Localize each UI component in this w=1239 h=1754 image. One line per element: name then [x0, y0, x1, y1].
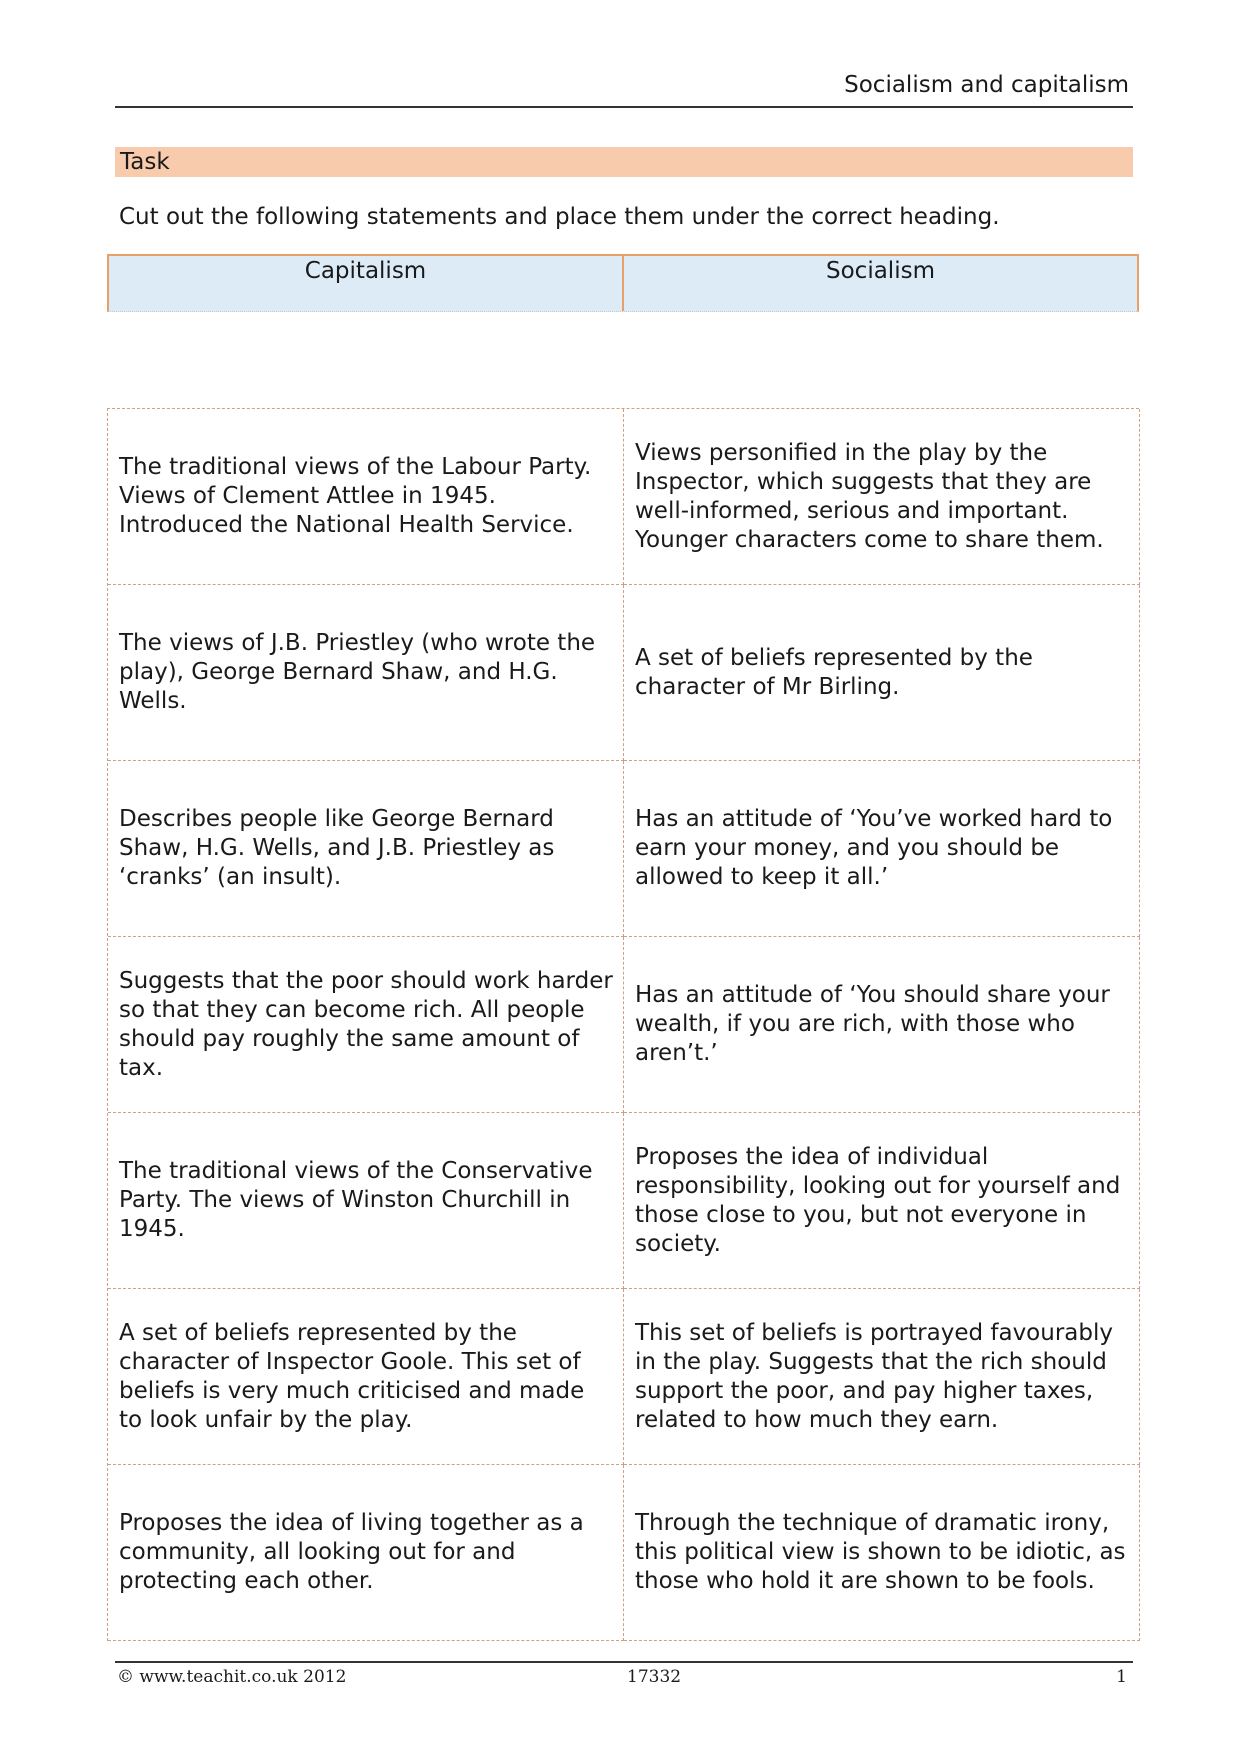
statement-card [624, 1465, 1140, 1641]
heading-capitalism: Capitalism [304, 258, 427, 284]
statement-card [108, 585, 624, 761]
statement-text: Views personified in the play by the Inspector, which suggests that they are well-informed, serious and important. Younger characters come to share them. [635, 439, 1104, 553]
statement-text: Proposes the idea of living together as a community, all looking out for and protecting each other. [119, 1510, 584, 1594]
heading-table [107, 254, 1139, 312]
statement-text: The traditional views of the Labour Party. Views of Clement Attlee in 1945. Introduced the National Health Service. [119, 454, 592, 538]
statement-text: Describes people like George Bernard Shaw, H.G. Wells, and J.B. Priestley as ‘cranks’ (an insult). [119, 806, 555, 890]
statement-card [624, 937, 1140, 1113]
page-footer [115, 1661, 1133, 1691]
statement-text: The views of J.B. Priestley (who wrote the play), George Bernard Shaw, and H.G. Wells. [119, 630, 596, 714]
statement-text: The traditional views of the Conservative Party. The views of Winston Churchill in 1945. [119, 1158, 593, 1242]
statement-text: Through the technique of dramatic irony, this political view is shown to be idiotic, as those who hold it are shown to be fools. [635, 1510, 1126, 1594]
task-bar [115, 147, 1133, 177]
statement-text: A set of beliefs represented by the character of Mr Birling. [635, 644, 1033, 700]
statement-text: Proposes the idea of individual responsibility, looking out for yourself and those close to you, but not everyone in society. [635, 1143, 1121, 1257]
statement-card [108, 409, 624, 585]
page-number: 1 [1116, 1667, 1127, 1687]
statement-card [624, 409, 1140, 585]
statement-card [108, 1113, 624, 1289]
document-number: 17332 [627, 1667, 682, 1687]
statement-text: Suggests that the poor should work harder so that they can become rich. All people should pay roughly the same amount of tax. [119, 967, 613, 1081]
statement-card [108, 1465, 624, 1641]
statement-text: Has an attitude of ‘You should share your wealth, if you are rich, with those who aren’t.’ [635, 982, 1110, 1066]
statement-cards [107, 408, 1139, 1641]
statement-text: Has an attitude of ‘You’ve worked hard to earn your money, and you should be allowed to keep it all.’ [635, 806, 1113, 890]
statement-text: This set of beliefs is portrayed favourably in the play. Suggests that the rich should support the poor, and pay higher taxes, related to how much they earn. [635, 1319, 1113, 1433]
statement-card [108, 937, 624, 1113]
statement-card [624, 585, 1140, 761]
task-label: Task [120, 149, 170, 175]
statement-text: A set of beliefs represented by the character of Inspector Goole. This set of beliefs is very much criticised and made to look unfair by the play. [119, 1319, 585, 1433]
document-title: Socialism and capitalism [844, 72, 1129, 98]
statement-card [624, 1289, 1140, 1465]
task-instruction: Cut out the following statements and place them under the correct heading. [119, 204, 1000, 230]
statement-card [108, 761, 624, 937]
statement-card [108, 1289, 624, 1465]
statement-card [624, 761, 1140, 937]
page-header [115, 70, 1133, 108]
statement-card [624, 1113, 1140, 1289]
heading-socialism: Socialism [622, 256, 1137, 311]
copyright-notice: © www.teachit.co.uk 2012 [117, 1667, 347, 1687]
